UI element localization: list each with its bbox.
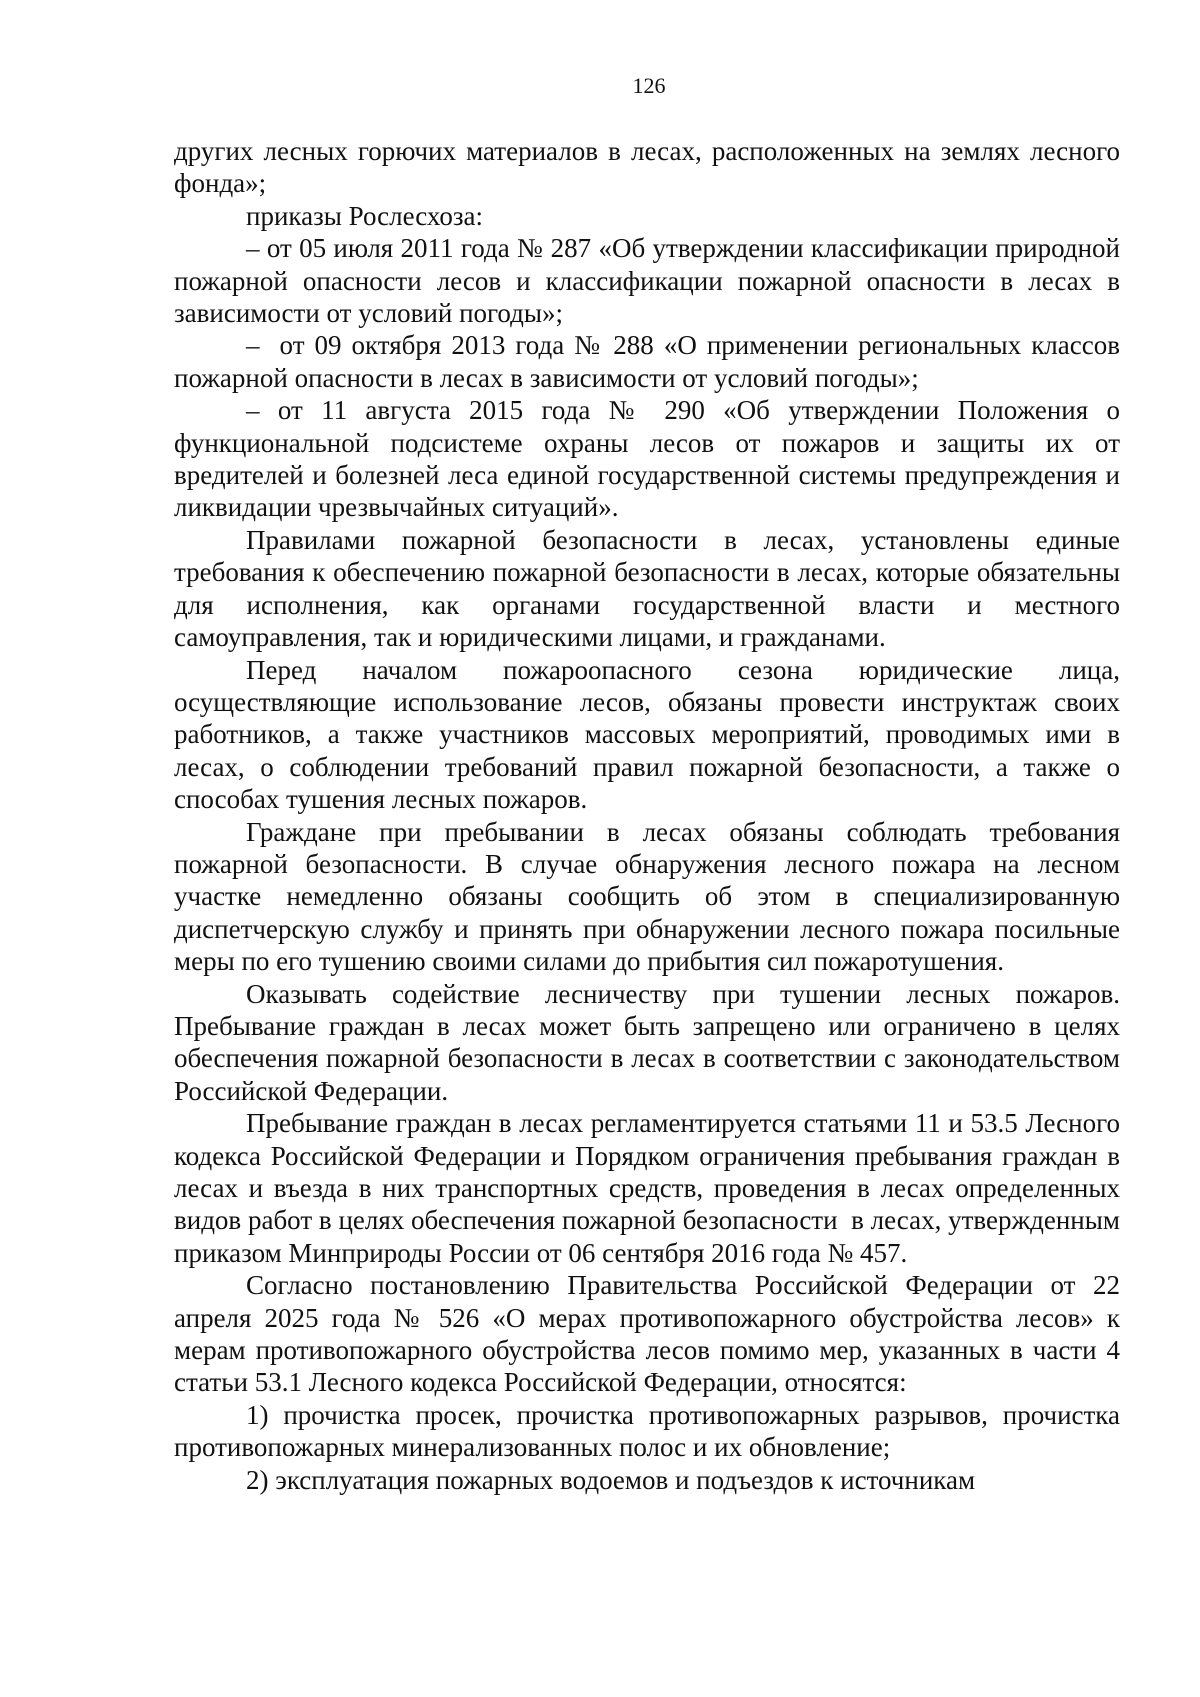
paragraph: Согласно постановлению Правительства Российской Федерации от 22 апреля 2025 года № 526 «О мерах противопожарного обустройства лесов» к мерам противопожарного обустройства лесов помимо мер, указанных в части 4 статьи 53.1 Лесного кодекса Российской Федерации, относятся:: [174, 1270, 1127, 1398]
paragraph: Оказывать содействие лесничеству при тушении лесных пожаров. Пребывание граждан в лесах может быть запрещено или ограничено в целях обеспечения пожарной безопасности в лесах в соответствии с законодательством Российской Федерации.: [174, 978, 1127, 1106]
paragraph: Перед началом пожароопасного сезона юридические лица, осуществляющие использование лесов, обязаны провести инструктаж своих работников, а также участников массовых мероприятий, проводимых ими в лесах, о соблюдении требований правил пожарной безопасности, а также о способах тушения лесных пожаров.: [174, 654, 1127, 815]
paragraph: приказы Рослесхоза:: [246, 200, 484, 231]
paragraph: других лесных горючих материалов в лесах, расположенных на землях лесного фонда»;: [174, 136, 1127, 199]
paragraph: Правилами пожарной безопасности в лесах, установлены единые требования к обеспечению пожарной безопасности в лесах, которые обязательны для исполнения, как органами государственной власти и местного самоуправления, так и юридическими лицами, и гражданами.: [174, 524, 1127, 653]
paragraph: Пребывание граждан в лесах регламентируется статьями 11 и 53.5 Лесного кодекса Российской Федерации и Порядком ограничения пребывания граждан в лесах и въезда в них транспортных средств, проведения в лесах определенных видов работ в целях обеспечения пожарной безопасности в лесах, утвержденным приказом Минприроды России от 06 сентября 2016 года № 457.: [174, 1108, 1127, 1268]
paragraph: – от 09 октября 2013 года № 288 «О применении региональных классов пожарной опасности в лесах в зависимости от условий погоды»;: [174, 330, 1127, 393]
page-number: 126: [632, 73, 666, 98]
paragraph: – от 11 августа 2015 года № 290 «Об утверждении Положения о функциональной подсистеме охраны лесов от пожаров и защиты их от вредителей и болезней леса единой государственной системы предупреждения и ликвидации чрезвычайных ситуаций».: [174, 395, 1127, 523]
paragraph: – от 05 июля 2011 года № 287 «Об утверждении классификации природной пожарной опасности лесов и классификации пожарной опасности в лесах в зависимости от условий погоды»;: [174, 233, 1127, 329]
paragraph: 2) эксплуатация пожарных водоемов и подъездов к источникам: [246, 1464, 976, 1495]
paragraph: 1) прочистка просек, прочистка противопожарных разрывов, прочистка противопожарных минерализованных полос и их обновление;: [174, 1399, 1127, 1463]
paragraph: Граждане при пребывании в лесах обязаны соблюдать требования пожарной безопасности. В случае обнаружения лесного пожара на лесном участке немедленно обязаны сообщить об этом в специализированную диспетчерскую службу и принять при обнаружении лесного пожара посильные меры по его тушению своими силами до прибытия сил пожаротушения.: [174, 816, 1127, 977]
document-body: [174, 135, 1127, 1496]
